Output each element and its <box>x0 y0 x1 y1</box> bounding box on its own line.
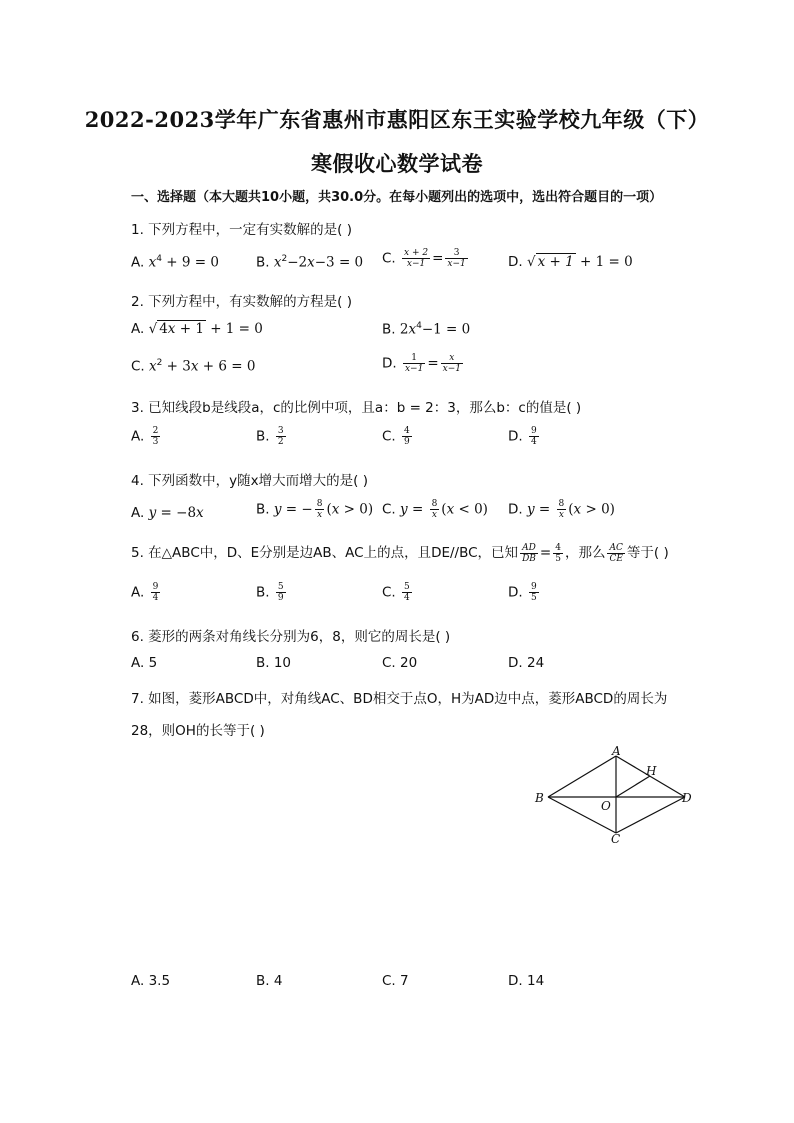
option-label: D. <box>382 355 397 372</box>
q3-option-c: C. $\frac{4}{9}$ <box>382 426 410 447</box>
option-label: B. <box>256 501 270 518</box>
q2-option-d: D. $\frac{1}{x-1}$ = $\frac{x}{x-1}$ <box>382 353 461 374</box>
question-6-stem: 6. 菱形的两条对角线长分别为6，8，则它的周长是( ) <box>131 629 451 645</box>
point-label-b: B <box>535 791 544 805</box>
q2-option-a: A. √ 4x + 1 + 1 = 0 <box>131 321 263 337</box>
option-label: C. <box>382 501 396 518</box>
q5-option-a: A. $\frac{9}{4}$ <box>131 582 159 603</box>
option-label: D. <box>508 428 523 445</box>
section-heading: 一、选择题（本大题共10小题，共30.0分。在每小题列出的选项中，选出符合题目的一项） <box>131 190 663 205</box>
q3-option-a: A. $\frac{2}{3}$ <box>131 426 159 447</box>
option-label: B. <box>256 428 270 445</box>
q7-option-b: B. 4 <box>256 973 283 989</box>
q6-option-c: C. 20 <box>382 655 418 671</box>
point-label-d: D <box>682 791 692 805</box>
q1-option-d: D. √ x + 1 + 1 = 0 <box>508 254 633 270</box>
q4-option-a: A. y = −8x <box>131 505 204 521</box>
exam-title-line1: 2022-2023学年广东省惠州市惠阳区东王实验学校九年级（下） <box>84 107 710 132</box>
q6-option-d: D. 24 <box>508 655 545 671</box>
option-label: B. <box>382 321 396 338</box>
q6-option-b: B. 10 <box>256 655 292 671</box>
q4-option-c: C. y = $\frac{8}{x}$ (x < 0) <box>382 499 488 520</box>
option-label: A. <box>131 254 145 271</box>
q5-option-d: D. $\frac{9}{5}$ <box>508 582 537 603</box>
q5-option-b: B. $\frac{5}{9}$ <box>256 582 284 603</box>
option-label: A. <box>131 584 145 601</box>
option-label: D. <box>508 254 523 270</box>
question-1-stem: 1. 下列方程中，一定有实数解的是( ) <box>131 222 352 238</box>
q1-option-b: B. $x^2-2x-3 = 0$ <box>256 254 364 271</box>
option-label: A. <box>131 321 145 337</box>
question-4-stem: 4. 下列函数中，y随x增大而增大的是( ) <box>131 473 368 489</box>
question-5-stem: 5. 在△ABC中，D、E分别是边AB、AC上的点，且DE//BC，已知 $\frac{AD}{DB}$ = $\frac{4}{5}$ ，那么 $\frac{AC}{CE}$ 等于( ) <box>131 542 669 564</box>
question-7-stem-line2: 28，则OH的长等于( ) <box>131 723 265 739</box>
exam-title-line2: 寒假收心数学试卷 <box>311 151 483 176</box>
option-label: C. <box>382 584 396 601</box>
option-label: D. <box>508 584 523 601</box>
q2-option-b: B. $2x^4-1 = 0$ <box>382 321 471 338</box>
option-label: B. <box>256 584 270 601</box>
q5-stem-pre: 5. 在△ABC中，D、E分别是边AB、AC上的点，且DE//BC，已知 <box>131 545 519 561</box>
option-label: B. <box>256 254 270 271</box>
option-label: C. <box>382 250 396 267</box>
question-2-stem: 2. 下列方程中，有实数解的方程是( ) <box>131 294 352 310</box>
q6-option-a: A. 5 <box>131 655 158 671</box>
q7-option-a: A. 3.5 <box>131 973 171 989</box>
q7-option-c: C. 7 <box>382 973 409 989</box>
point-label-o: O <box>601 799 611 813</box>
option-label: A. <box>131 505 145 521</box>
q5-stem-mid: ，那么 <box>564 545 606 561</box>
rhombus-figure <box>528 744 698 844</box>
q4-option-d: D. y = $\frac{8}{x}$ (x > 0) <box>508 499 615 520</box>
point-label-h: H <box>646 764 657 778</box>
option-label: A. <box>131 428 145 445</box>
q3-option-d: D. $\frac{9}{4}$ <box>508 426 537 447</box>
option-label: C. <box>131 358 145 375</box>
question-3-stem: 3. 已知线段b是线段a，c的比例中项，且a：b = 2：3，那么b：c的值是( ) <box>131 400 582 416</box>
option-label: C. <box>382 428 396 445</box>
q5-stem-post: 等于( ) <box>626 545 669 561</box>
question-7-stem-line1: 7. 如图，菱形ABCD中，对角线AC、BD相交于点O，H为AD边中点，菱形ABCD的周长为 <box>131 691 668 707</box>
q3-option-b: B. $\frac{3}{2}$ <box>256 426 284 447</box>
q1-option-a: A. $x^4 + 9 = 0$ <box>131 254 219 271</box>
q1-option-c: C. $\frac{x + 2}{x-1}$ = $\frac{3}{x-1}$ <box>382 248 466 269</box>
option-label: D. <box>508 501 523 518</box>
q2-option-c: C. $x^2 + 3x + 6 = 0$ <box>131 358 256 375</box>
q4-option-b: B. y = − $\frac{8}{x}$ (x > 0) <box>256 499 374 520</box>
point-label-a: A <box>612 744 621 758</box>
q7-option-d: D. 14 <box>508 973 545 989</box>
point-label-c: C <box>611 832 621 844</box>
q5-option-c: C. $\frac{5}{4}$ <box>382 582 410 603</box>
